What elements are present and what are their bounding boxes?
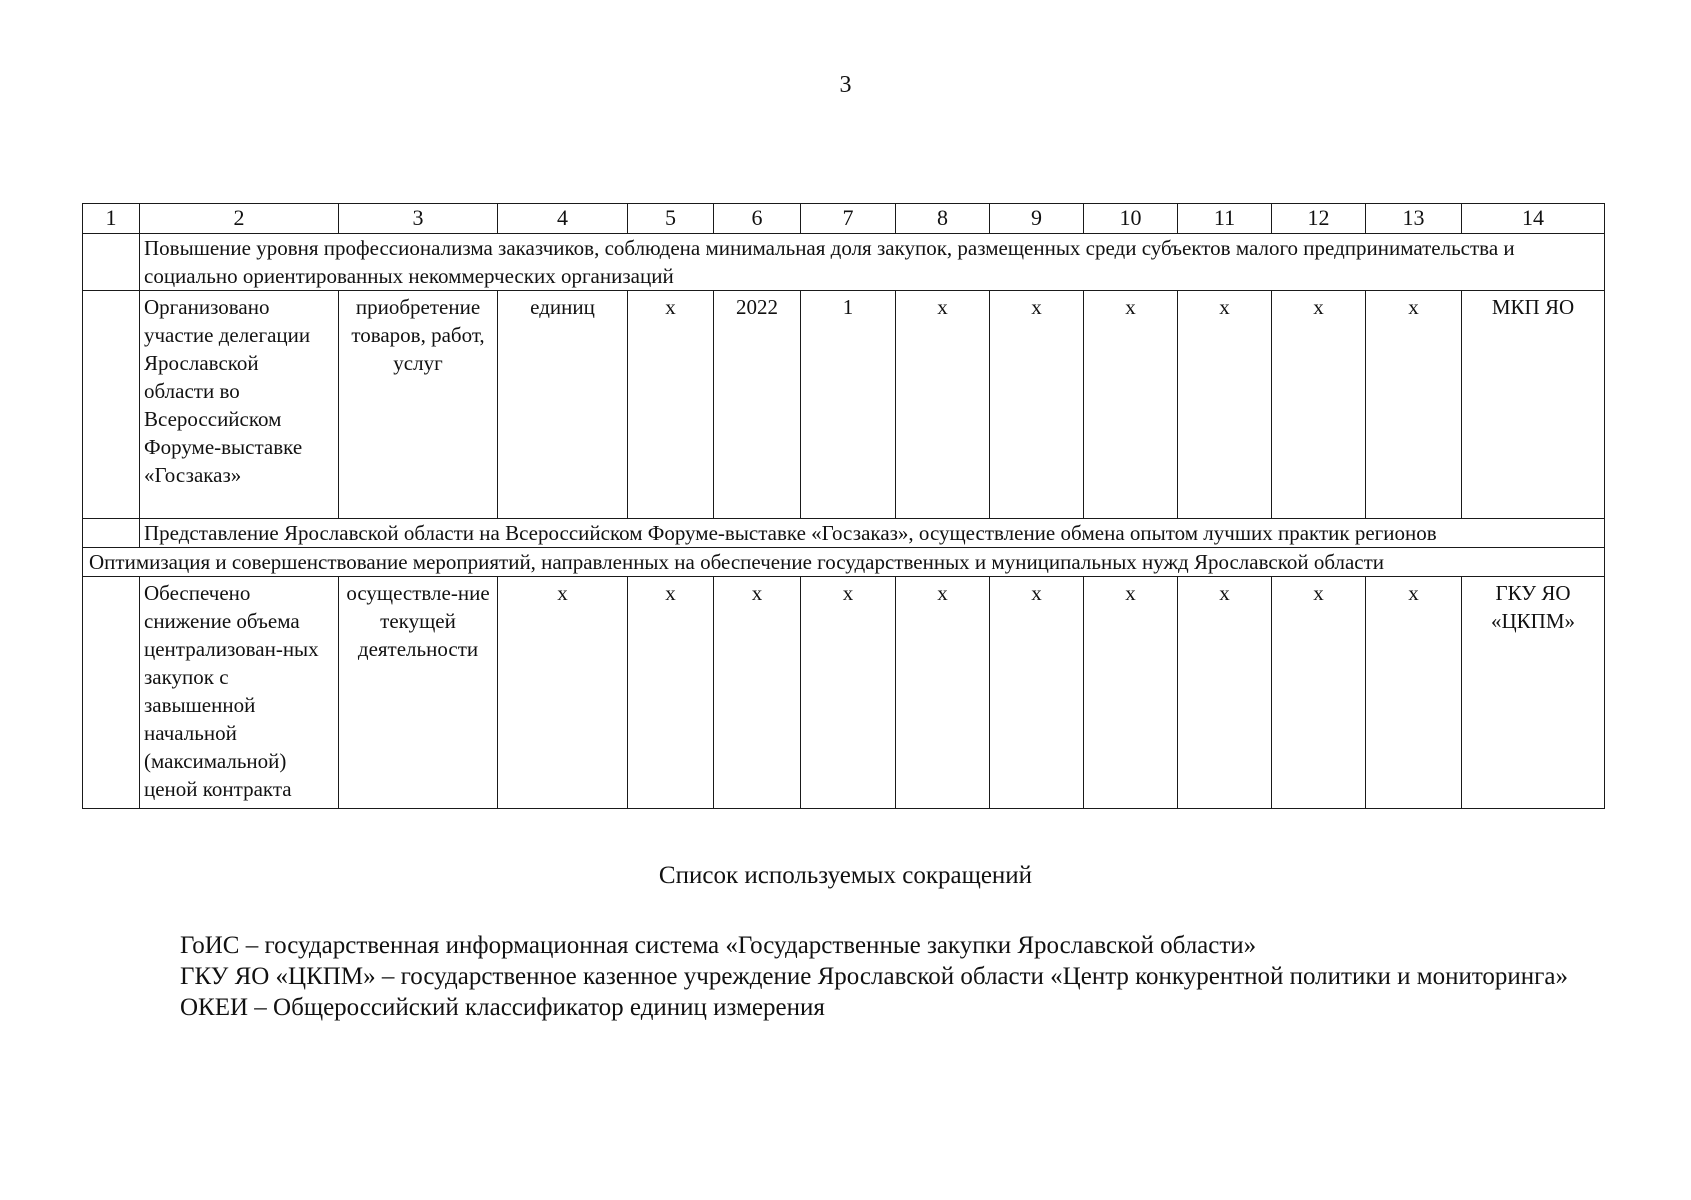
empty-cell <box>83 291 140 519</box>
result-text: Представление Ярославской области на Всероссийском Форуме-выставке «Госзаказ», осуществление обмена опытом лучших практик регионов <box>140 519 1605 548</box>
empty-cell <box>83 234 140 291</box>
page-number: 3 <box>839 72 852 98</box>
table-cell: х <box>1272 577 1366 809</box>
table-cell: х <box>1084 577 1178 809</box>
abbreviation-item: ГоИС – государственная информационная система «Государственные закупки Ярославской области» <box>180 932 1257 959</box>
column-number: 12 <box>1272 204 1366 234</box>
abbreviations-title: Список используемых сокращений <box>658 862 1033 889</box>
abbreviation-item: ГКУ ЯО «ЦКПМ» – государственное казенное учреждение Ярославской области «Центр конкурентной политики и мониторинга» <box>180 963 1569 990</box>
section-title: Оптимизация и совершенствование мероприятий, направленных на обеспечение государственных и муниципальных нужд Ярославской области <box>83 548 1605 577</box>
task-executor: ГКУ ЯО «ЦКПМ» <box>1462 577 1605 809</box>
table-cell: х <box>801 577 896 809</box>
table-cell: х <box>1084 291 1178 519</box>
table-cell: х <box>628 291 714 519</box>
column-number: 9 <box>990 204 1084 234</box>
task-unit: х <box>498 577 628 809</box>
abbreviations-list <box>108 930 1586 1023</box>
task-executor: МКП ЯО <box>1462 291 1605 519</box>
column-number: 4 <box>498 204 628 234</box>
table-cell: х <box>990 291 1084 519</box>
task-type: осуществле-ние текущей деятельности <box>339 577 498 809</box>
table-cell: х <box>990 577 1084 809</box>
goal-row <box>83 234 1605 291</box>
task-description: Обеспечено снижение объема централизован-ных закупок с завышенной начальной (максимальной) ценой контракта <box>140 577 339 809</box>
column-number: 8 <box>896 204 990 234</box>
table-cell: 1 <box>801 291 896 519</box>
column-number: 6 <box>714 204 801 234</box>
column-number: 5 <box>628 204 714 234</box>
column-number: 14 <box>1462 204 1605 234</box>
table-cell: х <box>1178 577 1272 809</box>
table-cell: х <box>628 577 714 809</box>
task-unit: единиц <box>498 291 628 519</box>
column-number: 2 <box>140 204 339 234</box>
empty-cell <box>83 519 140 548</box>
table-row <box>83 577 1605 809</box>
table-cell: х <box>714 577 801 809</box>
result-row <box>83 519 1605 548</box>
task-type: приобретение товаров, работ, услуг <box>339 291 498 519</box>
table-cell: 2022 <box>714 291 801 519</box>
abbreviation-item: ОКЕИ – Общероссийский классификатор единиц измерения <box>180 994 825 1021</box>
table-cell: х <box>1178 291 1272 519</box>
column-number: 10 <box>1084 204 1178 234</box>
table-cell: х <box>896 577 990 809</box>
table-cell: х <box>896 291 990 519</box>
column-number: 13 <box>1366 204 1462 234</box>
table-cell: х <box>1366 577 1462 809</box>
section-row <box>83 548 1605 577</box>
column-number: 11 <box>1178 204 1272 234</box>
goal-text: Повышение уровня профессионализма заказчиков, соблюдена минимальная доля закупок, размещенных среди субъектов малого предпринимательства и социально ориентированных некоммерческих организаций <box>140 234 1605 291</box>
task-description: Организовано участие делегации Ярославской области во Всероссийском Форуме-выставке «Госзаказ» <box>140 291 339 519</box>
activities-table <box>82 203 1605 809</box>
table-cell: х <box>1366 291 1462 519</box>
empty-cell <box>83 577 140 809</box>
column-number: 1 <box>83 204 140 234</box>
column-number: 3 <box>339 204 498 234</box>
column-numbers-row <box>83 204 1605 234</box>
table-cell: х <box>1272 291 1366 519</box>
table-row <box>83 291 1605 519</box>
column-number: 7 <box>801 204 896 234</box>
